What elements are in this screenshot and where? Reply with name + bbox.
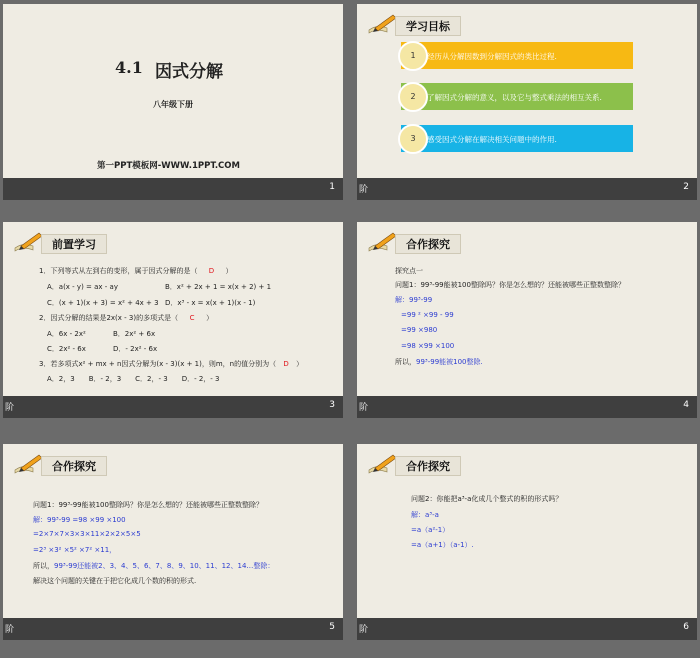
slide-number: 1 [329, 182, 335, 192]
solution-line: =a（a+1）（a-1）. [411, 541, 474, 549]
question-2: 2．因式分解的结果是2x(x - 3)的多项式是（ C ） [39, 314, 214, 322]
slide-bar-left-text: 阶 [5, 403, 15, 413]
slide-number: 2 [683, 182, 689, 192]
option: D．x³ - x = x(x + 1)(x - 1) [165, 299, 256, 307]
slide-bar [357, 618, 697, 640]
slide-header [13, 230, 353, 252]
solution-line: =99 ×980 [401, 326, 438, 334]
slide-bar-left-text: 阶 [359, 403, 369, 413]
solution-line: =2³ ×3² ×5² ×7² ×11， [33, 546, 117, 554]
goal-number: 2 [398, 82, 428, 112]
slide-header [367, 12, 700, 34]
goal-item [401, 83, 633, 110]
text-line: 问题2：你能把a³-a化成几个整式的积的形式吗？ [411, 495, 563, 503]
slide-header [367, 452, 700, 474]
option: C．2x² - 6x [47, 345, 86, 353]
option: B．x² + 2x + 1 = x(x + 2) + 1 [165, 283, 272, 291]
slide-bar [357, 396, 697, 418]
slide-3[interactable] [3, 222, 343, 418]
question-3: 3．若多项式x² + mx + n因式分解为(x - 3)(x + 1)，则m，n的值分别为（ D ） [39, 360, 304, 368]
header-label: 合作探究 [41, 456, 107, 476]
slide-number: 4 [683, 400, 689, 410]
solution-line: =2×7×7×3×3×11×2×2×5×5 [33, 530, 141, 538]
goal-item [401, 125, 633, 152]
header-label: 合作探究 [395, 456, 461, 476]
option: D．- 2x² - 6x [113, 345, 158, 353]
goal-text: 经历从分解因数到分解因式的类比过程. [427, 52, 557, 61]
solution-line: =a（a²-1） [411, 526, 450, 534]
answer: D [283, 360, 289, 368]
conclusion-line: 所以，99³-99能被100整除. [395, 358, 483, 366]
goal-number: 3 [398, 124, 428, 154]
text-line: 解决这个问题的关键在于把它化成几个数的积的形式. [33, 577, 197, 585]
slide-6[interactable] [357, 444, 697, 640]
goal-text: 了解因式分解的意义，以及它与整式乘法的相互关系. [427, 93, 602, 102]
title-number: 4.1 [115, 58, 143, 77]
slide-header [367, 230, 700, 252]
slide-1[interactable] [3, 4, 343, 200]
slide-number: 3 [329, 400, 335, 410]
solution-line: 解：99³-99 =98 ×99 ×100 [33, 516, 126, 524]
slide-number: 6 [683, 622, 689, 632]
text-line: 问题1：99³-99能被100整除吗？你是怎么想的？还能被哪些正整数整除？ [33, 501, 263, 509]
slide-subtitle: 八年级下册 [153, 100, 193, 109]
slide-bar [3, 396, 343, 418]
header-label: 合作探究 [395, 234, 461, 254]
option: C．(x + 1)(x + 3) = x² + 4x + 3 [47, 299, 159, 307]
slide-number: 5 [329, 622, 335, 632]
slide-5[interactable] [3, 444, 343, 640]
slide-header [13, 452, 353, 474]
slide-bar-left-text: 阶 [359, 185, 369, 195]
slide-4[interactable] [357, 222, 697, 418]
slide-bar [357, 178, 697, 200]
goal-number: 1 [398, 41, 428, 71]
solution-line: =98 ×99 ×100 [401, 342, 455, 350]
question-1: 1．下列等式从左到右的变形，属于因式分解的是（ D ） [39, 267, 233, 275]
conclusion-line: 所以，99³-99还能被2、3、4、5、6、7、8、9、10、11、12、14…整除： [33, 562, 275, 570]
header-label: 前置学习 [41, 234, 107, 254]
goal-text: 感受因式分解在解决相关问题中的作用. [427, 135, 557, 144]
answer: C [189, 314, 195, 322]
solution-line: 解：a³-a [411, 511, 439, 519]
text-line: 探究点一 [395, 267, 423, 275]
answer: D [208, 267, 215, 275]
slide-footer: 第一PPT模板网-WWW.1PPT.COM [97, 161, 240, 171]
option: A．6x - 2x² [47, 330, 86, 338]
slide-title: 因式分解 [155, 62, 223, 82]
header-label: 学习目标 [395, 16, 461, 36]
option: A．a(x - y) = ax - ay [47, 283, 118, 291]
text-line: 问题1：99³-99能被100整除吗？你是怎么想的？还能被哪些正整数整除？ [395, 281, 625, 289]
slide-bar-left-text: 阶 [5, 625, 15, 635]
slide-2[interactable] [357, 4, 697, 200]
solution-line: 解：99³-99 [395, 296, 433, 304]
options-row: A．2，3 B．- 2，3 C．2，- 3 D．- 2，- 3 [47, 375, 220, 383]
solution-line: =99 ² ×99 - 99 [401, 311, 454, 319]
goal-item [401, 42, 633, 69]
option: B．2x² + 6x [113, 330, 156, 338]
slide-bar [3, 178, 343, 200]
slide-bar-left-text: 阶 [359, 625, 369, 635]
slide-bar [3, 618, 343, 640]
